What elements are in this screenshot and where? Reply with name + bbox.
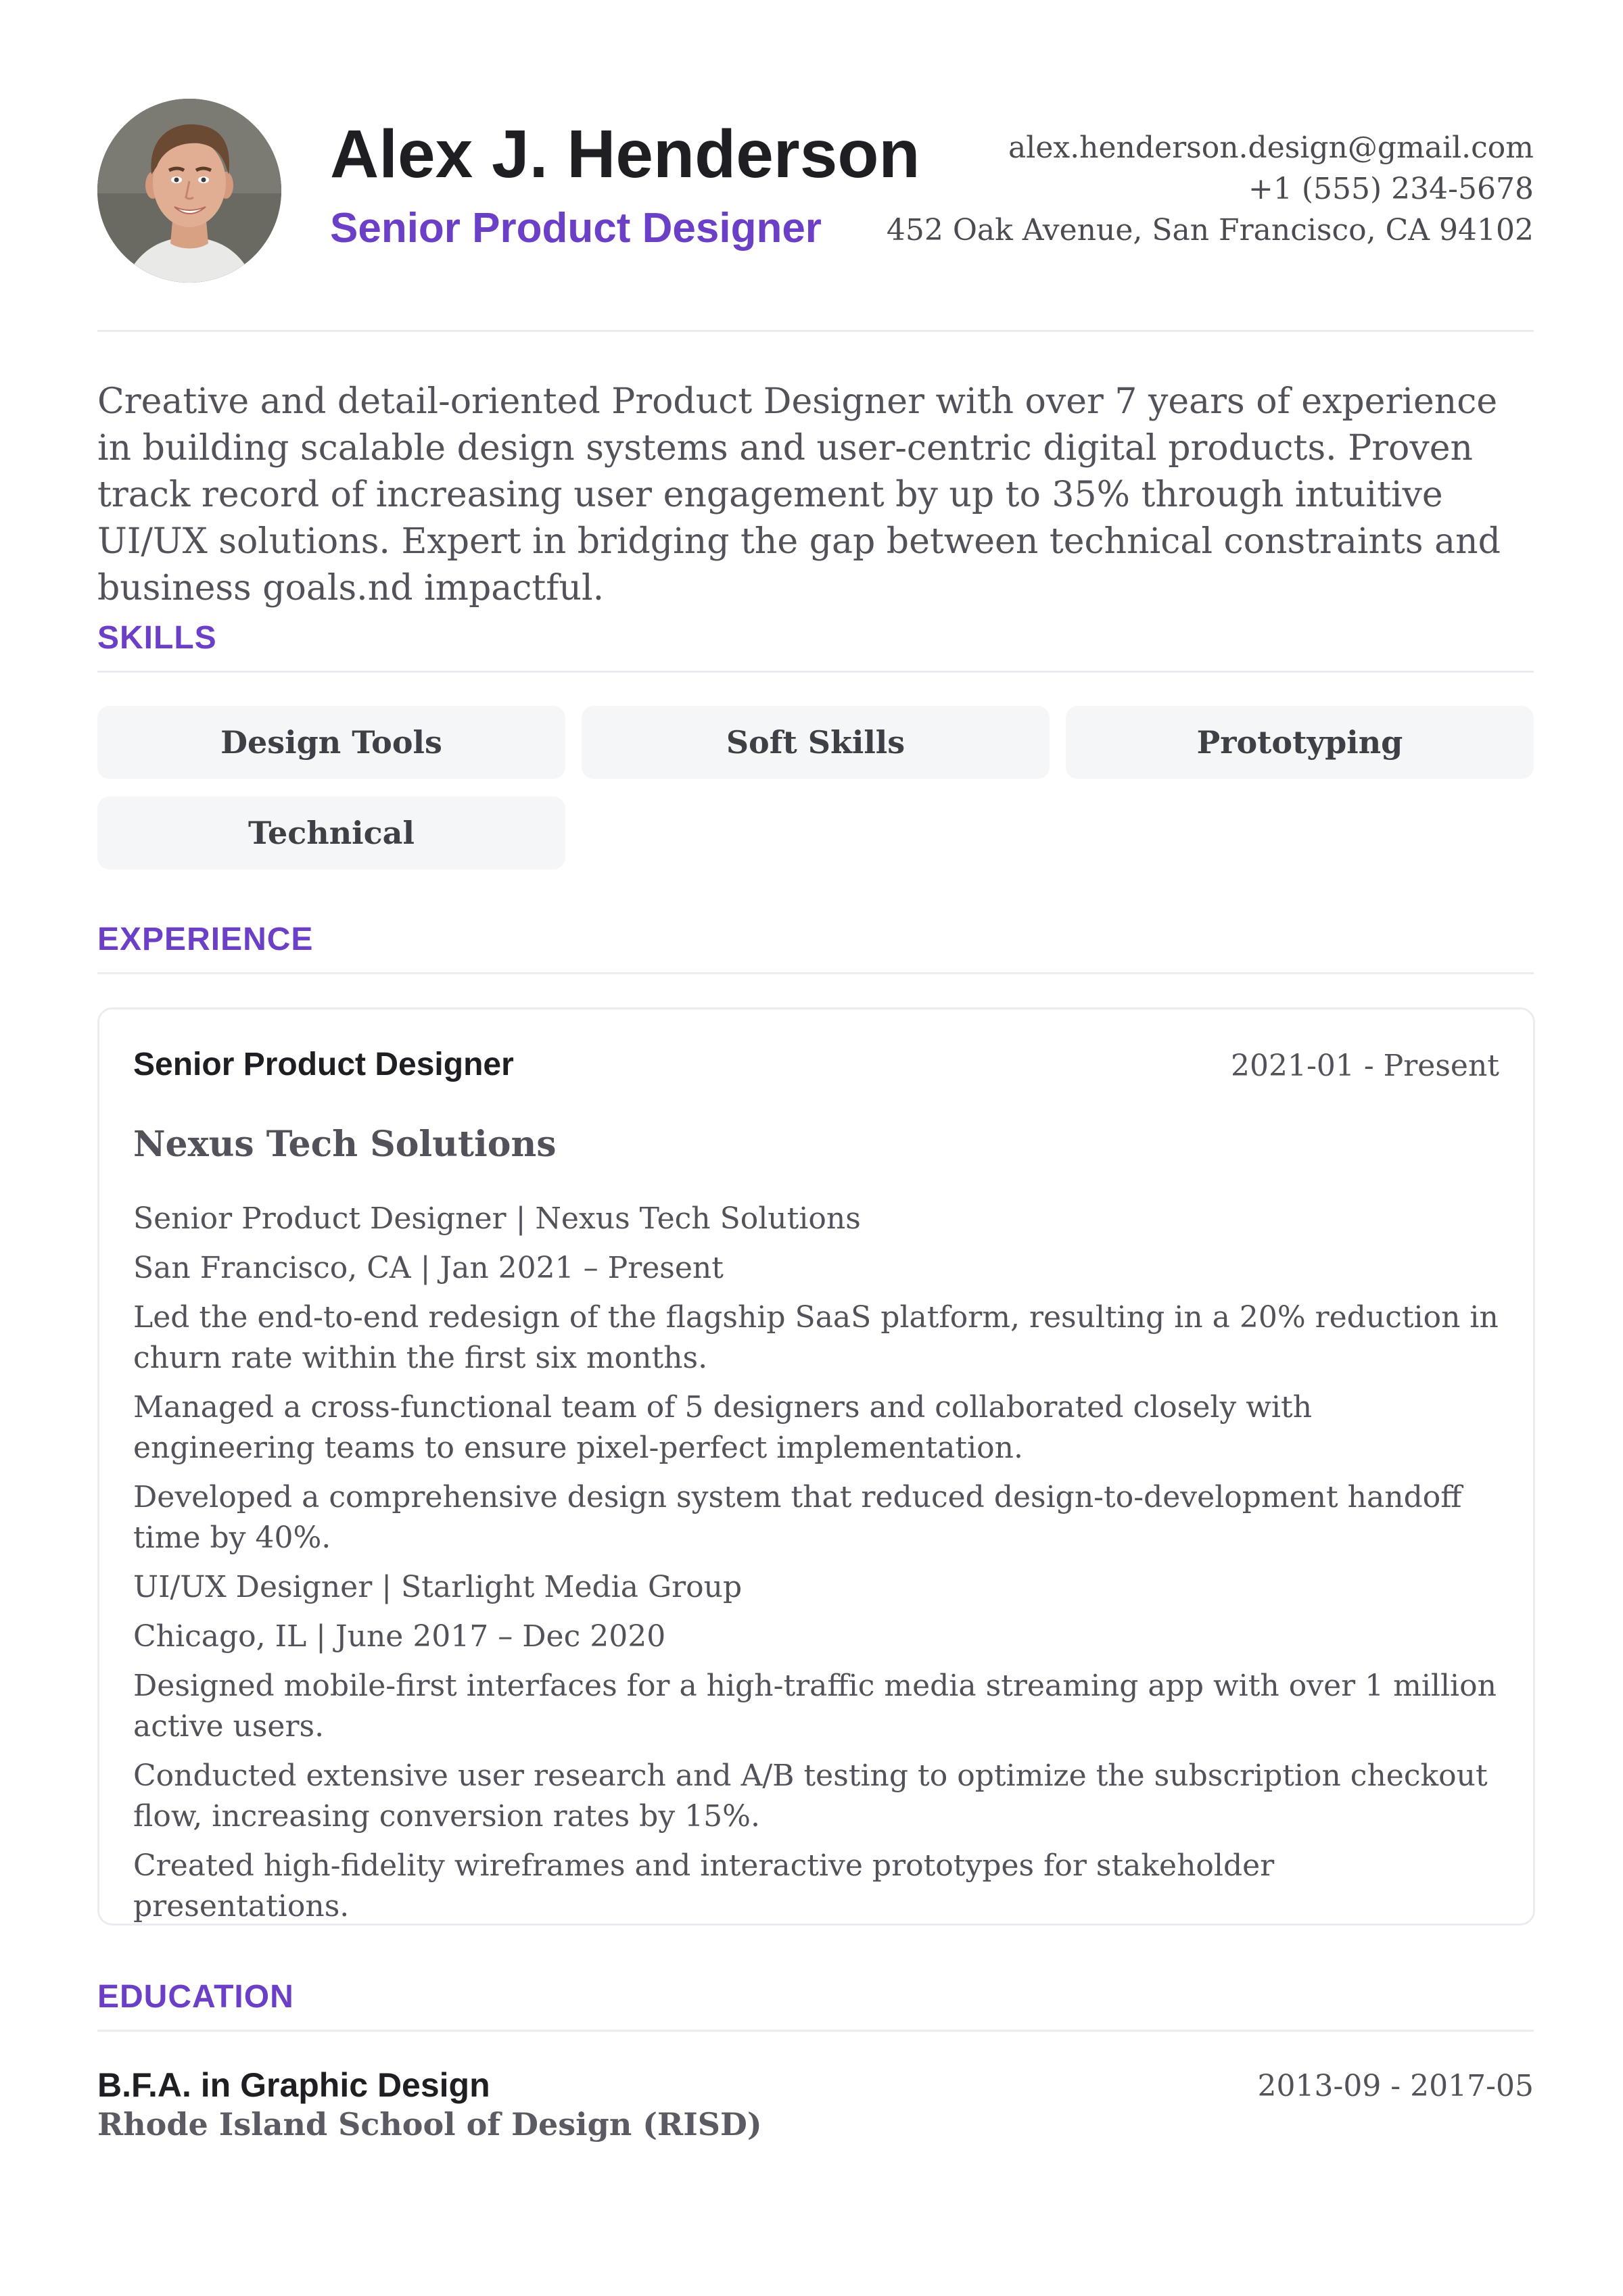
candidate-name: Alex J. Henderson <box>330 116 920 192</box>
list-item: Developed a comprehensive design system that reduced design-to-development handoff time by 40%. <box>133 1480 1462 1555</box>
list-item: Conducted extensive user research and A/B testing to optimize the subscription checkout flow, increasing conversion rates by 15%. <box>133 1759 1488 1834</box>
job-title: Senior Product Designer <box>133 1047 514 1082</box>
list-item: Chicago, IL | June 2017 – Dec 2020 <box>133 1619 666 1654</box>
skill-chip: Prototyping <box>1066 706 1534 779</box>
education-heading: EDUCATION <box>97 1979 294 2015</box>
list-item: Managed a cross-functional team of 5 designers and collaborated closely with engineering teams to ensure pixel-perfect implementation. <box>133 1390 1313 1465</box>
company-name: Nexus Tech Solutions <box>133 1124 557 1165</box>
education-dates: 2013-09 - 2017-05 <box>1257 2069 1534 2103</box>
education-divider <box>97 2030 1534 2032</box>
job-dates: 2021-01 - Present <box>1231 1049 1499 1083</box>
skills-divider <box>97 671 1534 673</box>
list-item: Led the end-to-end redesign of the flagship SaaS platform, resulting in a 20% reduction in churn rate within the first six months. <box>133 1300 1499 1375</box>
contact-phone[interactable]: +1 (555) 234-5678 <box>1248 172 1534 206</box>
school-name: Rhode Island School of Design (RISD) <box>97 2106 762 2143</box>
profile-photo <box>97 99 281 283</box>
experience-divider <box>97 972 1534 974</box>
list-item: San Francisco, CA | Jan 2021 – Present <box>133 1251 724 1285</box>
experience-card <box>97 1007 1535 1926</box>
list-item: UI/UX Designer | Starlight Media Group <box>133 1570 743 1604</box>
candidate-title: Senior Product Designer <box>330 205 822 252</box>
skill-chip: Technical <box>97 796 565 869</box>
skills-heading: SKILLS <box>97 620 217 656</box>
contact-address: 452 Oak Avenue, San Francisco, CA 94102 <box>886 213 1534 247</box>
header-divider <box>97 330 1534 332</box>
experience-heading: EXPERIENCE <box>97 922 314 957</box>
contact-block <box>887 127 1534 251</box>
list-item: Created high-fidelity wireframes and interactive prototypes for stakeholder presentations. <box>133 1848 1275 1923</box>
experience-details <box>133 1199 1499 1936</box>
skill-chip: Design Tools <box>97 706 565 779</box>
skill-chip: Soft Skills <box>582 706 1050 779</box>
contact-email[interactable]: alex.henderson.design@gmail.com <box>1008 130 1534 165</box>
skills-grid <box>97 706 1534 869</box>
list-item: Senior Product Designer | Nexus Tech Solutions <box>133 1201 861 1236</box>
profile-summary: Creative and detail-oriented Product Designer with over 7 years of experience in building scalable design systems and user-centric digital products. Proven track record of increasing user engagement by up to 35% through intuitive UI/UX solutions. Expert in bridging the gap between technical constraints and business goals.nd impactful. <box>97 381 1501 608</box>
degree-title: B.F.A. in Graphic Design <box>97 2066 490 2104</box>
list-item: Designed mobile-first interfaces for a high-traffic media streaming app with over 1 million active users. <box>133 1669 1497 1744</box>
